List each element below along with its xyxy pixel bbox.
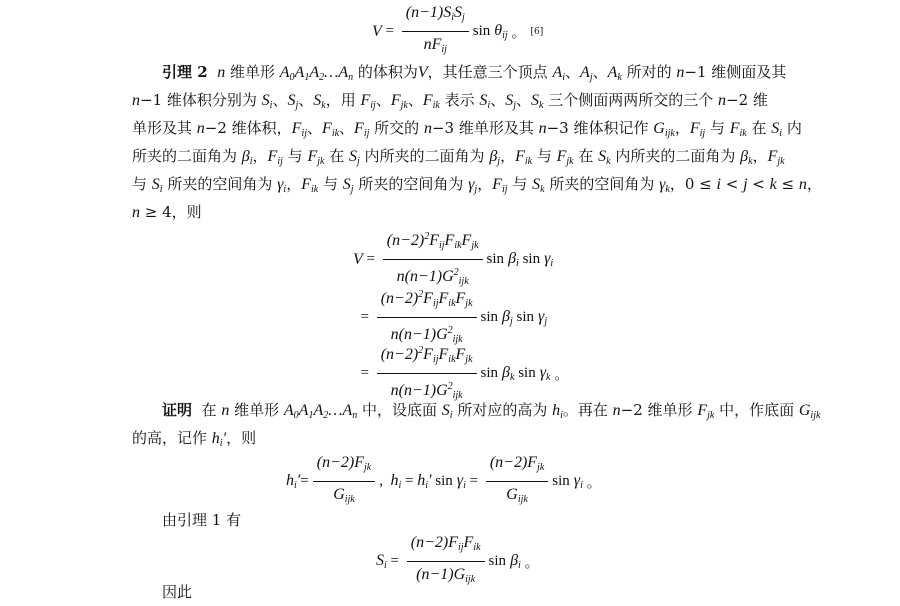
therefore-text: 因此 [162, 583, 193, 601]
proof-line-2: 的高，记作 $h_i'$，则 [132, 429, 257, 449]
from-lemma1: 由引理 1 有 [162, 511, 242, 529]
formula-v-top: V = $\frac{(n-1)S_iS_j}{nF_{ij}}$ sin $\theta_{ij}$ 。 [6] [372, 4, 544, 55]
proof-line-1: 证明 在 n 维单形 $A_0A_1A_2\dots A_n$ 中，设底面 $S_i$ 所对应的高为 $h_i$。再在 n−2 维单形 $F_{jk}$ 中，作底面 $G_{ijk}$ [162, 401, 821, 421]
citation: [6] [530, 26, 544, 37]
formula-s: $S_i$ = $\frac{(n-2)F_{ij}F_{ik}}{(n-1)G_{ijk}}$ sin $\beta_i$ 。 [376, 534, 540, 585]
lemma2-label: 引理 2 [162, 63, 208, 81]
formula-v-line-3: = $\frac{(n-2)^2F_{ij}F_{ik}F_{jk}}{n(n-1)G^2_{ijk}}$ sin $\beta_k$ sin $\gamma_k$ 。 [353, 340, 569, 407]
lemma2-line-2: n−1 维体积分别为 $S_i$、$S_j$、$S_k$，用 $F_{ij}$、$F_{jk}$、$F_{ik}$ 表示 $S_i$、$S_j$、$S_k$ 三个侧面两两所交的三个 n−2 维 [132, 91, 768, 111]
lemma2-line-6: n ≥ 4，则 [132, 203, 202, 221]
lemma2-line-3: 单形及其 n−2 维体积，$F_{ij}$、$F_{ik}$、$F_{ij}$ 所交的 n−3 维单形及其 n−3 维体积记作 $G_{ijk}$，$F_{ij}$ 与 $F_{ik}$ 在 $S_i$ 内 [132, 119, 802, 139]
lemma2-line-1: 引理 2 n 维单形 $A_0A_1A_2\dots A_n$ 的体积为V，其任意三个顶点 $A_i$、$A_j$、$A_k$ 所对的 n−1 维侧面及其 [162, 63, 787, 83]
lemma2-line-5: 与 $S_i$ 所夹的空间角为 $\gamma_i$，$F_{ik}$ 与 $S_j$ 所夹的空间角为 $\gamma_j$，$F_{ij}$ 与 $S_k$ 所夹的空间角为 $\gamma_k$，0 ≤ i < j < k ≤ n， [132, 175, 822, 195]
formula-v-line-1: V = $\frac{(n-2)^2F_{ij}F_{ik}F_{jk}}{n(n-1)G^2_{ijk}}$ sin $\beta_i$ sin $\gamma_i$ [353, 226, 553, 293]
formula-h: $h_i'$ = $\frac{(n-2)F_{jk}}{G_{ijk}}$ , $h_i$ = $h_i'$ sin $\gamma_i$ = $\frac{(n-2)F_{jk}}{G_{ijk}}$ sin $\gamma_i$ 。 [286, 454, 602, 505]
lemma2-line-4: 所夹的二面角为 $\beta_i$，$F_{ij}$ 与 $F_{jk}$ 在 $S_j$ 内所夹的二面角为 $\beta_j$，$F_{ik}$ 与 $F_{jk}$ 在 $S_k$ 内所夹的二面角为 $\beta_k$，$F_{jk}$ [132, 147, 785, 167]
proof-label: 证明 [162, 401, 193, 419]
formula-v-line-2: = $\frac{(n-2)^2F_{ij}F_{ik}F_{jk}}{n(n-1)G^2_{ijk}}$ sin $\beta_j$ sin $\gamma_j$ [353, 284, 547, 351]
